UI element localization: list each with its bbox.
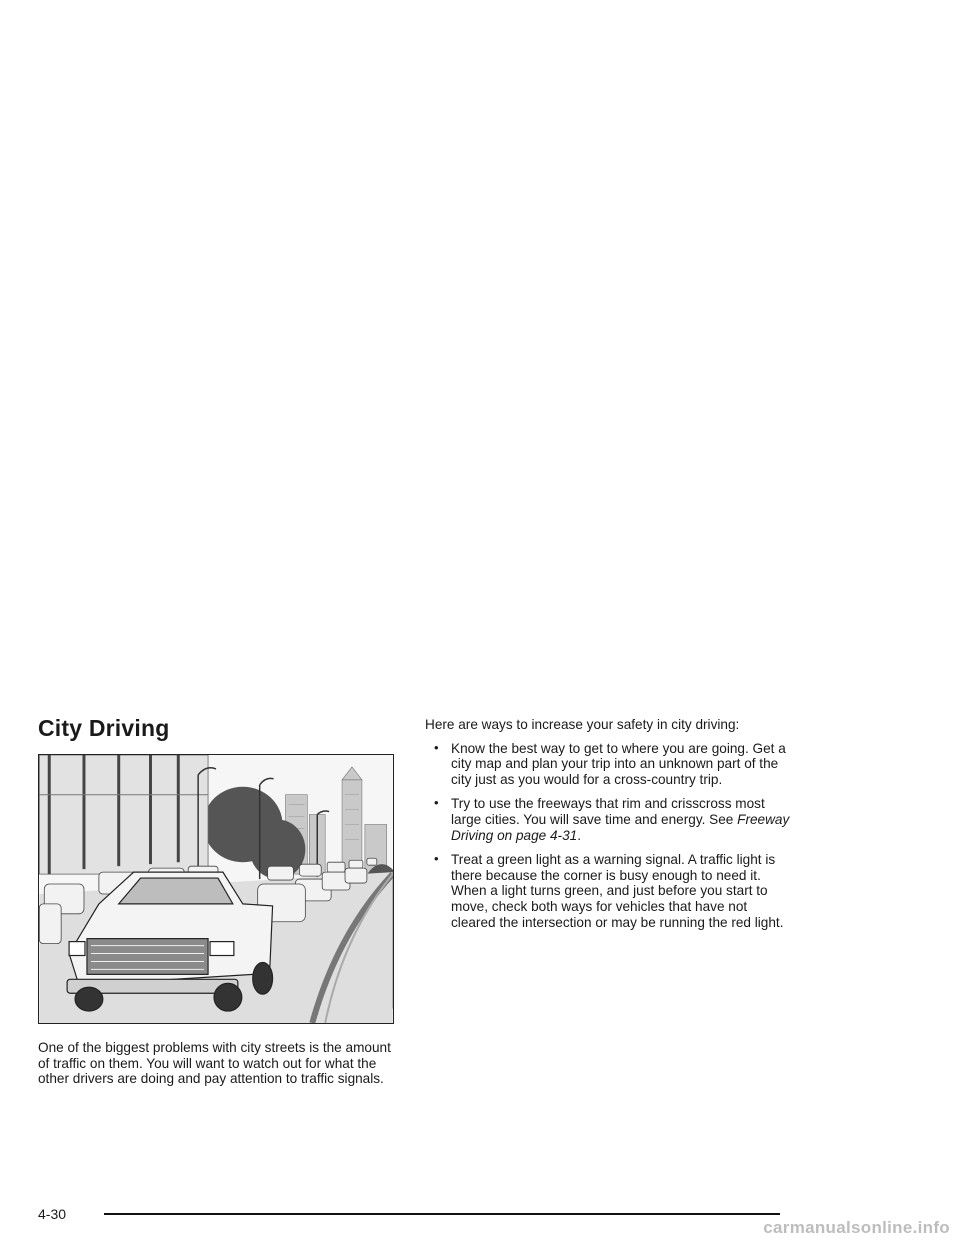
intro-paragraph: One of the biggest problems with city streets is the amount of traffic on them. You will want to watch out for what the other drivers are doing and pay attention to traffic signals. <box>38 1040 391 1087</box>
tips-intro: Here are ways to increase your safety in city driving: <box>425 717 740 732</box>
page-number: 4-30 <box>38 1206 67 1222</box>
site-watermark: carmanualsonline.info <box>763 1218 950 1237</box>
freeway-driving-link[interactable]: Freeway Driving on page 4-31 <box>451 811 790 843</box>
bullet-icon: • <box>434 851 439 867</box>
city-traffic-illustration <box>38 754 394 1024</box>
footer-divider <box>104 1213 780 1215</box>
list-item <box>425 741 795 788</box>
tips-list <box>425 741 795 931</box>
section-title: City Driving <box>38 715 170 741</box>
city-traffic-drawing <box>39 755 393 1023</box>
tip-text: Try to use the freeways that rim and crisscross most large cities. You will save time and energy. See <box>451 796 765 827</box>
list-item <box>425 852 795 930</box>
safety-tips <box>425 717 795 939</box>
tip-text: Know the best way to get to where you are going. Get a city map and plan your trip into an unknown part of the city just as you would for a cross-country trip. <box>451 740 786 787</box>
tip-text-end: . <box>577 827 581 843</box>
list-item <box>425 796 795 843</box>
bullet-icon: • <box>434 795 439 811</box>
tip-text: Treat a green light as a warning signal. A traffic light is there because the corner is busy enough to need it. When a light turns green, and just before you start to move, check both ways for vehicles that have not cleared the intersection or may be running the red light. <box>451 852 784 930</box>
bullet-icon: • <box>434 739 439 755</box>
